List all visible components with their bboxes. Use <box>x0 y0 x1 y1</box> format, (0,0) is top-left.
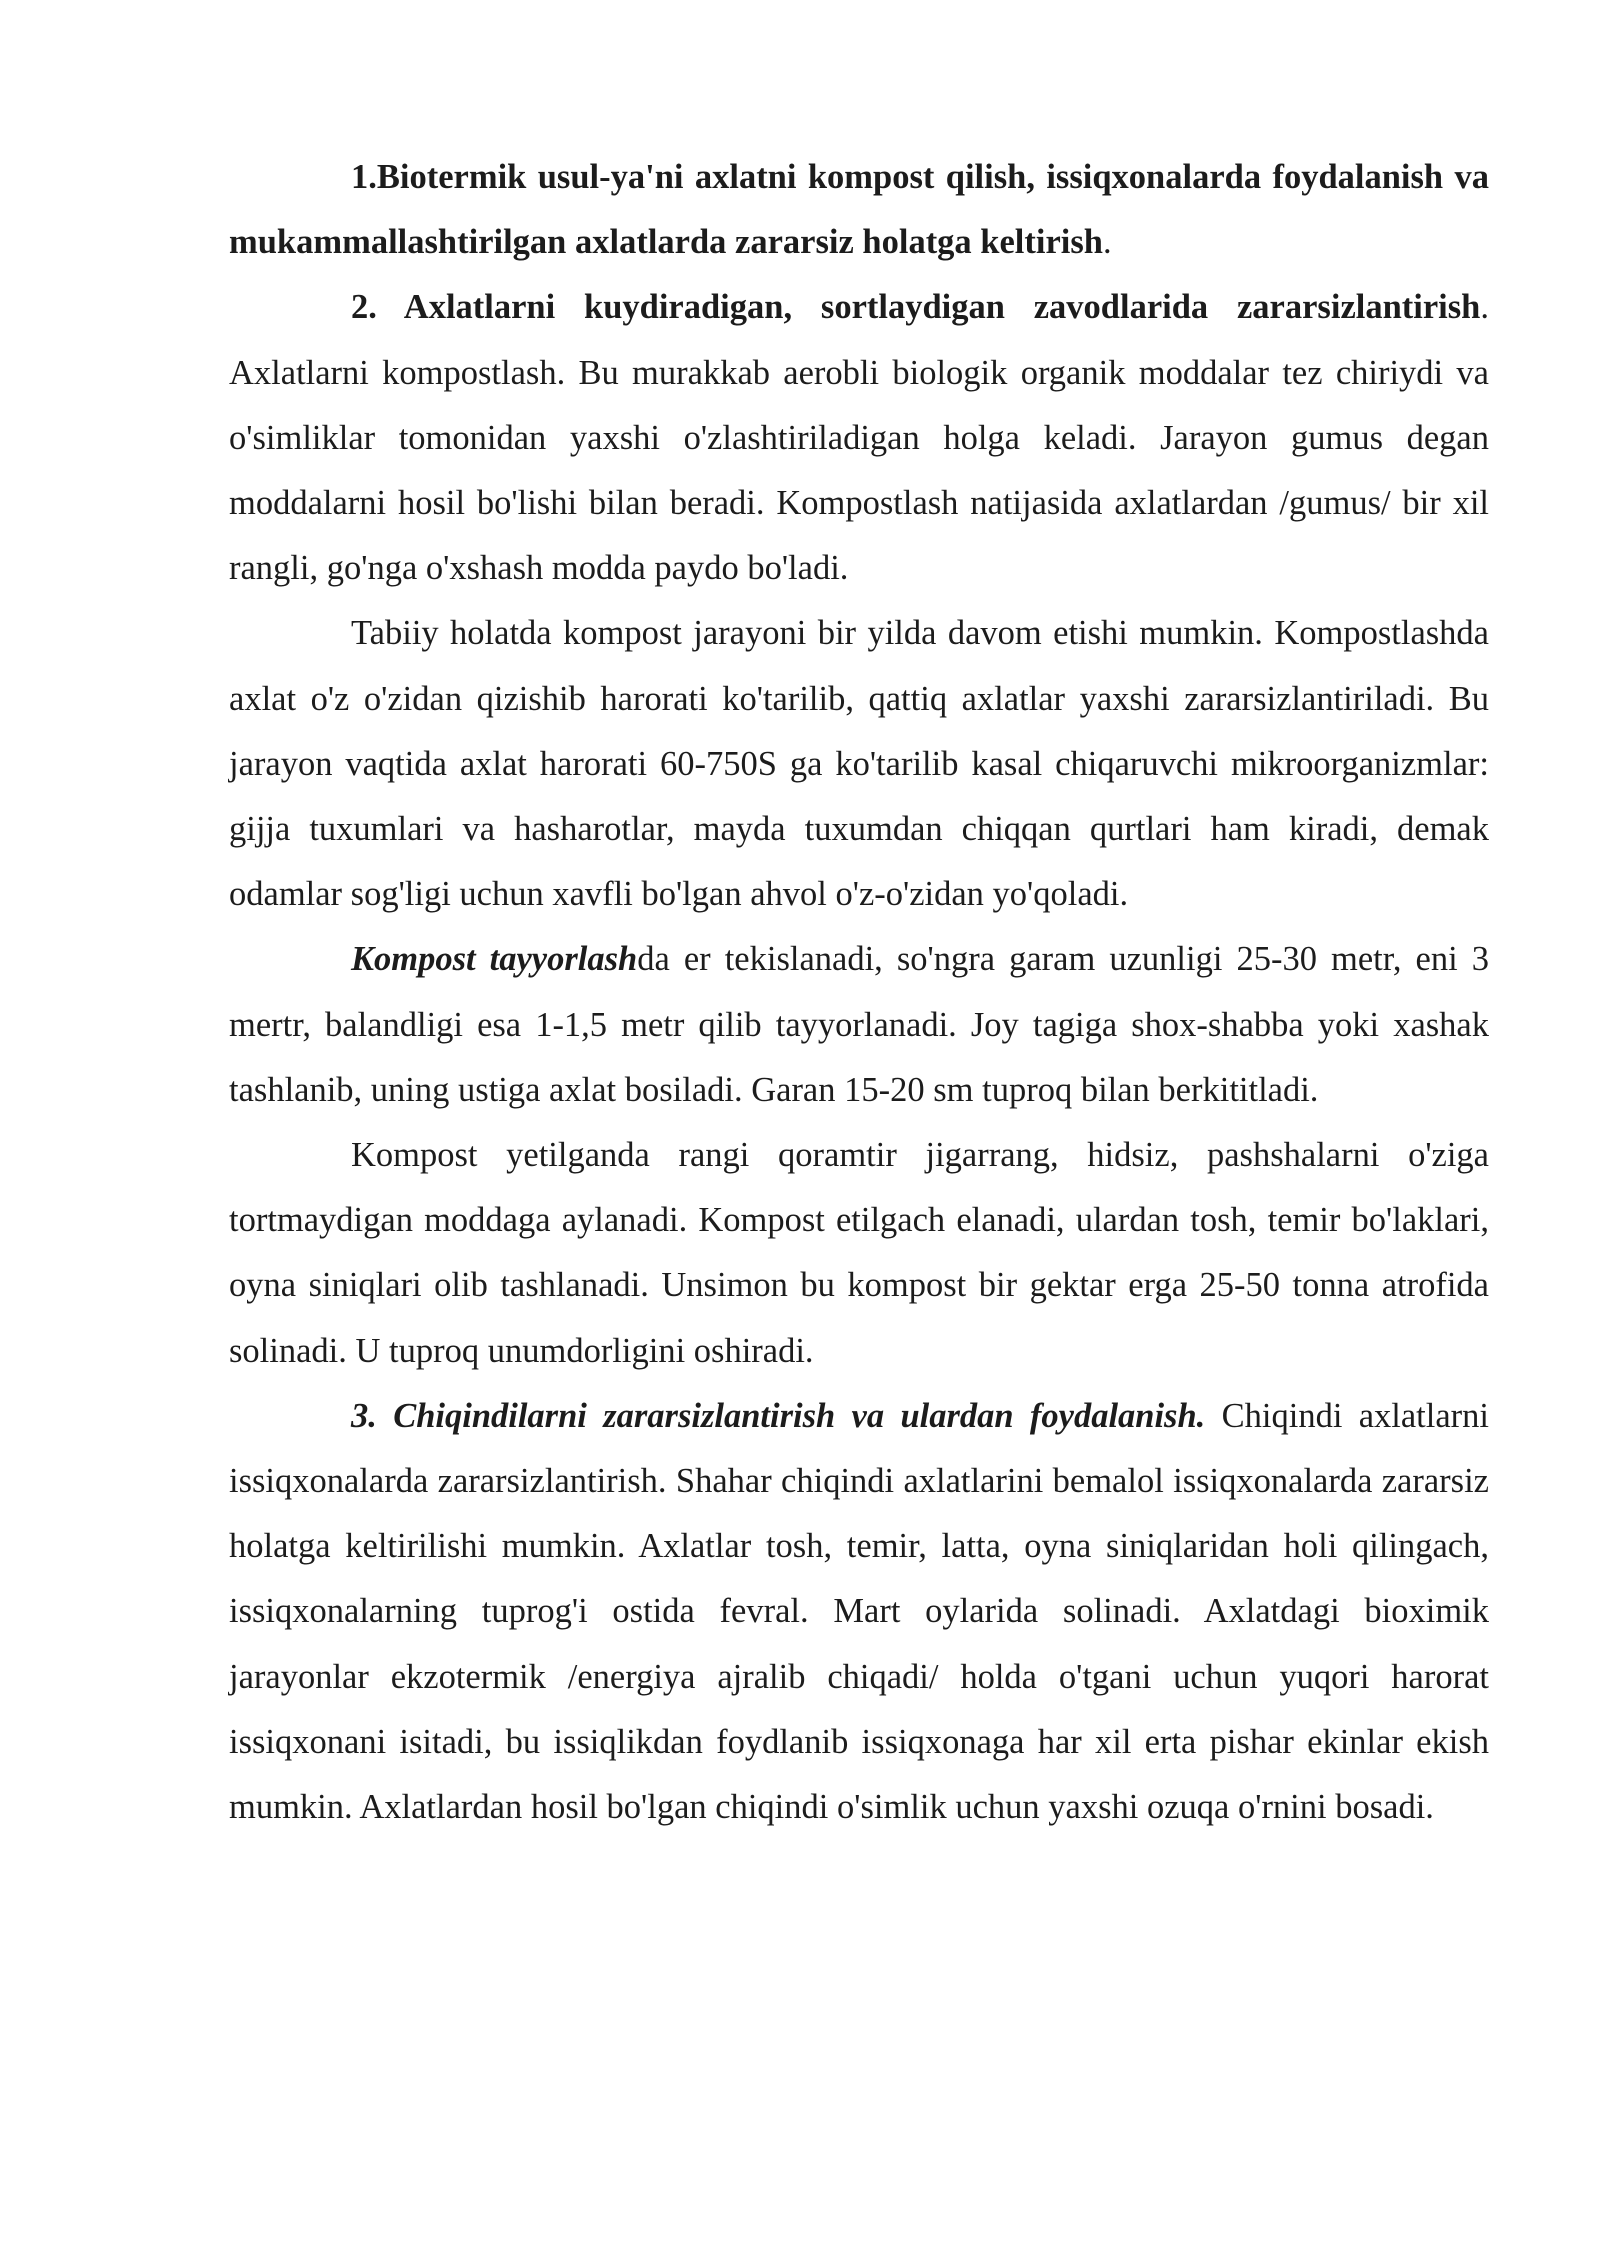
heading-biotermik-method: 1.Biotermik usul-ya'ni axlatni kompost qilish, issiqxonalarda foydalanish va mukammallashtirilgan axlatlarda zararsiz holatga keltirish <box>229 158 1489 262</box>
heading-waste-neutralization: 3. Chiqindilarni zararsizlantirish va ulardan foydalanish. <box>351 1396 1206 1435</box>
paragraph-incineration-plants <box>229 275 1489 601</box>
paragraph-text: Chiqindi axlatlarni issiqxonalarda zararsizlantirish. Shahar chiqindi axlatlarini bemalol issiqxonalarda zararsiz holatga keltirilishi mumkin. Axlatlar tosh, temir, latta, oyna siniqlaridan holi qilingach, issiqxonalarning tuprog'i ostida fevral. Mart oylarida solinadi. Axlatdagi bioximik jarayonlar ekzotermik /energiya ajralib chiqadi/ holda o'tgani uchun yuqori harorat issiqxonani isitadi, bu issiqlikdan foydlanib issiqxonaga har xil erta pishar ekinlar ekish mumkin. Axlatlardan hosil bo'lgan chiqindi o'simlik uchun yaxshi ozuqa o'rnini bosadi. <box>229 1396 1489 1827</box>
paragraph-text: da er tekislanadi, so'ngra garam uzunligi 25-30 metr, eni 3 mertr, balandligi esa 1-1,5 metr qilib tayyorlanadi. Joy tagiga shox-shabba yoki xashak tashlanib, uning ustiga axlat bosiladi. Garan 15-20 sm tuproq bilan berkititladi. <box>229 940 1489 1109</box>
paragraph-text: . <box>1102 223 1112 262</box>
paragraph-biotermik-method <box>229 145 1489 275</box>
paragraph-text: Tabiiy holatda kompost jarayoni bir yilda davom etishi mumkin. Kompostlashda axlat o'z o'zidan qizishib harorati ko'tarilib, qattiq axlatlar yaxshi zararsizlantiriladi. Bu jarayon vaqtida axlat harorati 60-750S ga ko'tarilib kasal chiqaruvchi mikroorganizmlar: gijja tuxumlari va hasharotlar, mayda tuxumdan chiqqan qurtlari ham kiradi, demak odamlar sog'ligi uchun xavfli bo'lgan ahvol o'z-o'zidan yo'qoladi. <box>229 614 1489 914</box>
paragraph-waste-neutralization <box>229 1384 1489 1840</box>
heading-incineration-plants: 2. Axlatlarni kuydiradigan, sortlaydigan zavodlarida zararsizlantirish <box>351 288 1481 327</box>
paragraph-natural-composting <box>229 601 1489 927</box>
paragraph-text: Kompost yetilganda rangi qoramtir jigarrang, hidsiz, pashshalarni o'ziga tortmaydigan moddaga aylanadi. Kompost etilgach elanadi, ulardan tosh, temir bo'laklari, oyna siniqlari olib tashlanadi. Unsimon bu kompost bir gektar erga 25-50 tonna atrofida solinadi. U tuproq unumdorligini oshiradi. <box>229 1136 1489 1370</box>
paragraph-text: . Axlatlarni kompostlash. Bu murakkab aerobli biologik organik moddalar tez chiriydi va o'simliklar tomonidan yaxshi o'zlashtiriladigan holga keladi. Jarayon gumus degan moddalarni hosil bo'lishi bilan beradi. Kompostlash natijasida axlatlardan /gumus/ bir xil rangli, go'nga o'xshash modda paydo bo'ladi. <box>229 288 1489 588</box>
paragraph-mature-compost <box>229 1123 1489 1384</box>
heading-compost-preparation: Kompost tayyorlash <box>351 940 638 979</box>
paragraph-compost-preparation <box>229 927 1489 1123</box>
document-page <box>229 145 1489 1840</box>
